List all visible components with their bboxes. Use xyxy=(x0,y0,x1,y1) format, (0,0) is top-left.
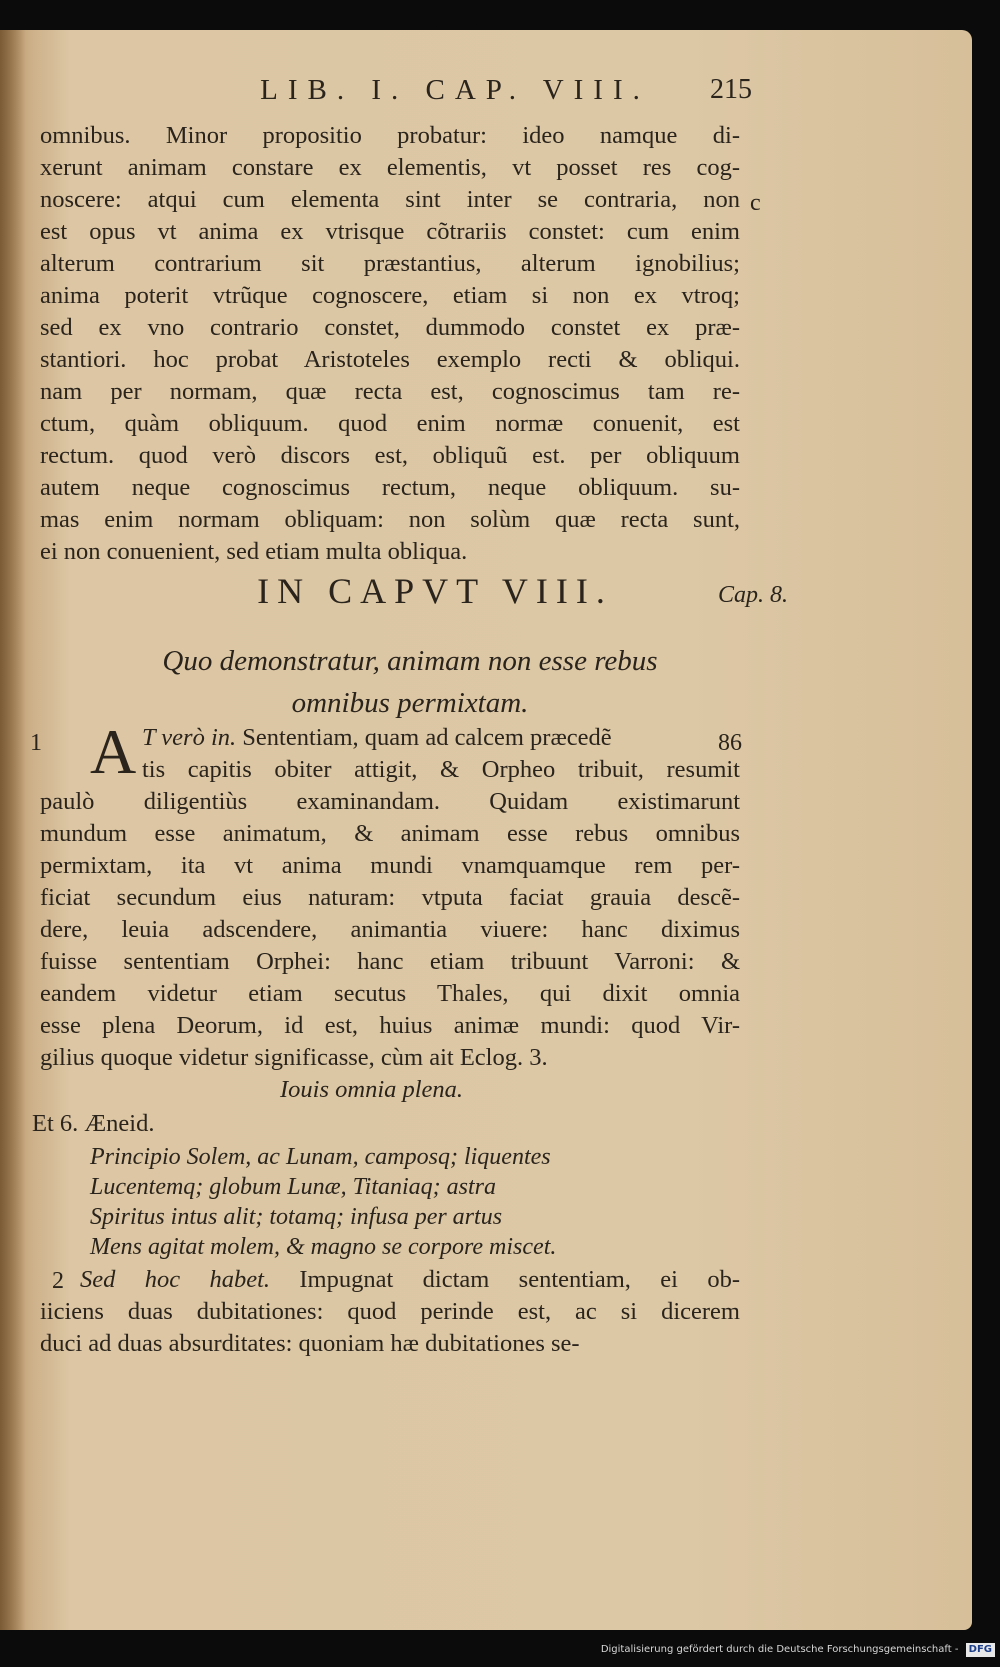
text-line: iiciens duas dubitationes: quod perinde est, ac si dicerem xyxy=(40,1298,740,1325)
footer-text: Digitalisierung gefördert durch die Deutsche Forschungsgemeinschaft - xyxy=(600,1644,959,1655)
margin-note-c: c xyxy=(750,190,761,216)
text-line: gilius quoque videtur significasse, cùm ait Eclog. 3. xyxy=(40,1044,548,1071)
text-line: noscere: atqui cum elementa sint inter se contraria, non xyxy=(40,186,740,213)
text-line: autem neque cognoscimus rectum, neque obliquum. su- xyxy=(40,474,740,501)
chapter-heading: IN CAPVT VIII. xyxy=(257,571,613,611)
text-line: nam per normam, quæ recta est, cognoscimus tam re- xyxy=(40,378,740,405)
verse-line: Lucentemq; globum Lunæ, Titaniaq; astra xyxy=(90,1174,497,1200)
text-line: permixtam, ita vt anima mundi vnamquamque rem per- xyxy=(40,852,740,879)
text-span: Sententiam, quam ad calcem præcedẽ xyxy=(242,724,612,751)
text-line: mas enim normam obliquam: non solùm quæ recta sunt, xyxy=(40,506,740,533)
text-span: Impugnat dictam sententiam, ei ob- xyxy=(299,1266,740,1293)
text-line: sed ex vno contrario constet, dummodo constet ex præ- xyxy=(40,314,740,341)
text-line: paulò diligentiùs examinandam. Quidam existimarunt xyxy=(40,788,740,815)
text-block-1 xyxy=(40,120,740,568)
text-line xyxy=(142,722,740,754)
text-line: anima poterit vtrũque cognoscere, etiam si non ex vtroq; xyxy=(40,282,740,309)
text-line: eandem videtur etiam secutus Thales, qui dixit omnia xyxy=(40,980,740,1007)
text-line: mundum esse animatum, & animam esse rebus omnibus xyxy=(40,820,740,847)
text-line: omnibus. Minor propositio probatur: ideo namque di- xyxy=(40,122,740,149)
quote-line: Iouis omnia plena. xyxy=(280,1076,464,1103)
lemma: Sed hoc habet. xyxy=(80,1266,271,1293)
text-line: ficiat secundum eius naturam: vtputa faciat grauia descẽ- xyxy=(40,884,740,911)
paragraph-number: 2 xyxy=(52,1268,64,1294)
aeneid-reference xyxy=(32,1108,332,1140)
margin-note-cap: Cap. 8. xyxy=(718,582,789,608)
footer-credit xyxy=(540,1640,995,1660)
paragraph-number: 1 xyxy=(30,730,42,756)
paragraph-2 xyxy=(40,1296,740,1360)
margin-number: 86 xyxy=(718,730,742,756)
text-line: ei non conuenient, sed etiam multa obliqua. xyxy=(40,538,468,565)
text-line: rectum. quod verò discors est, obliquũ est. per obliquum xyxy=(40,442,740,469)
text-line: esse plena Deorum, id est, huius animæ mundi: quod Vir- xyxy=(40,1012,740,1039)
paragraph-1-head xyxy=(142,722,740,786)
verse-line: Principio Solem, ac Lunam, camposq; liquentes xyxy=(90,1144,551,1170)
text-line: est opus vt anima ex vtrisque cõtrariis constet: cum enim xyxy=(40,218,740,245)
text-line xyxy=(80,1264,740,1296)
paragraph-2-head xyxy=(80,1264,740,1296)
text-line: xerunt animam constare ex elementis, vt posset res cog- xyxy=(40,154,740,181)
verse-line: Mens agitat molem, & magno se corpore miscet. xyxy=(90,1234,557,1260)
text-line: Et 6. Æneid. xyxy=(32,1110,155,1137)
drop-cap: A xyxy=(90,716,137,787)
dfg-logo: DFG xyxy=(966,1643,995,1657)
lemma: T verò in. xyxy=(142,724,237,751)
text-line: alterum contrarium sit præstantius, alterum ignobilius; xyxy=(40,250,740,277)
page-number: 215 xyxy=(710,74,752,105)
text-line: tis capitis obiter attigit, & Orpheo tribuit, resumit xyxy=(142,756,740,783)
text-line: stantiori. hoc probat Aristoteles exemplo recti & obliqui. xyxy=(40,346,740,373)
text-line: dere, leuia adscendere, animantia viuere: hanc diximus xyxy=(40,916,740,943)
chapter-subtitle: Quo demonstratur, animam non esse rebus omnibus permixtam. xyxy=(162,645,658,719)
verse-line: Spiritus intus alit; totamq; infusa per artus xyxy=(90,1204,503,1230)
running-head: LIB. I. CAP. VIII. xyxy=(260,74,650,106)
quote xyxy=(280,1074,580,1106)
book-page xyxy=(0,30,972,1630)
text-line: fuisse sententiam Orphei: hanc etiam tribuunt Varroni: & xyxy=(40,948,740,975)
text-line: ctum, quàm obliquum. quod enim normæ conuenit, est xyxy=(40,410,740,437)
paragraph-1 xyxy=(40,786,740,1074)
text-line: duci ad duas absurditates: quoniam hæ dubitationes se- xyxy=(40,1330,580,1357)
